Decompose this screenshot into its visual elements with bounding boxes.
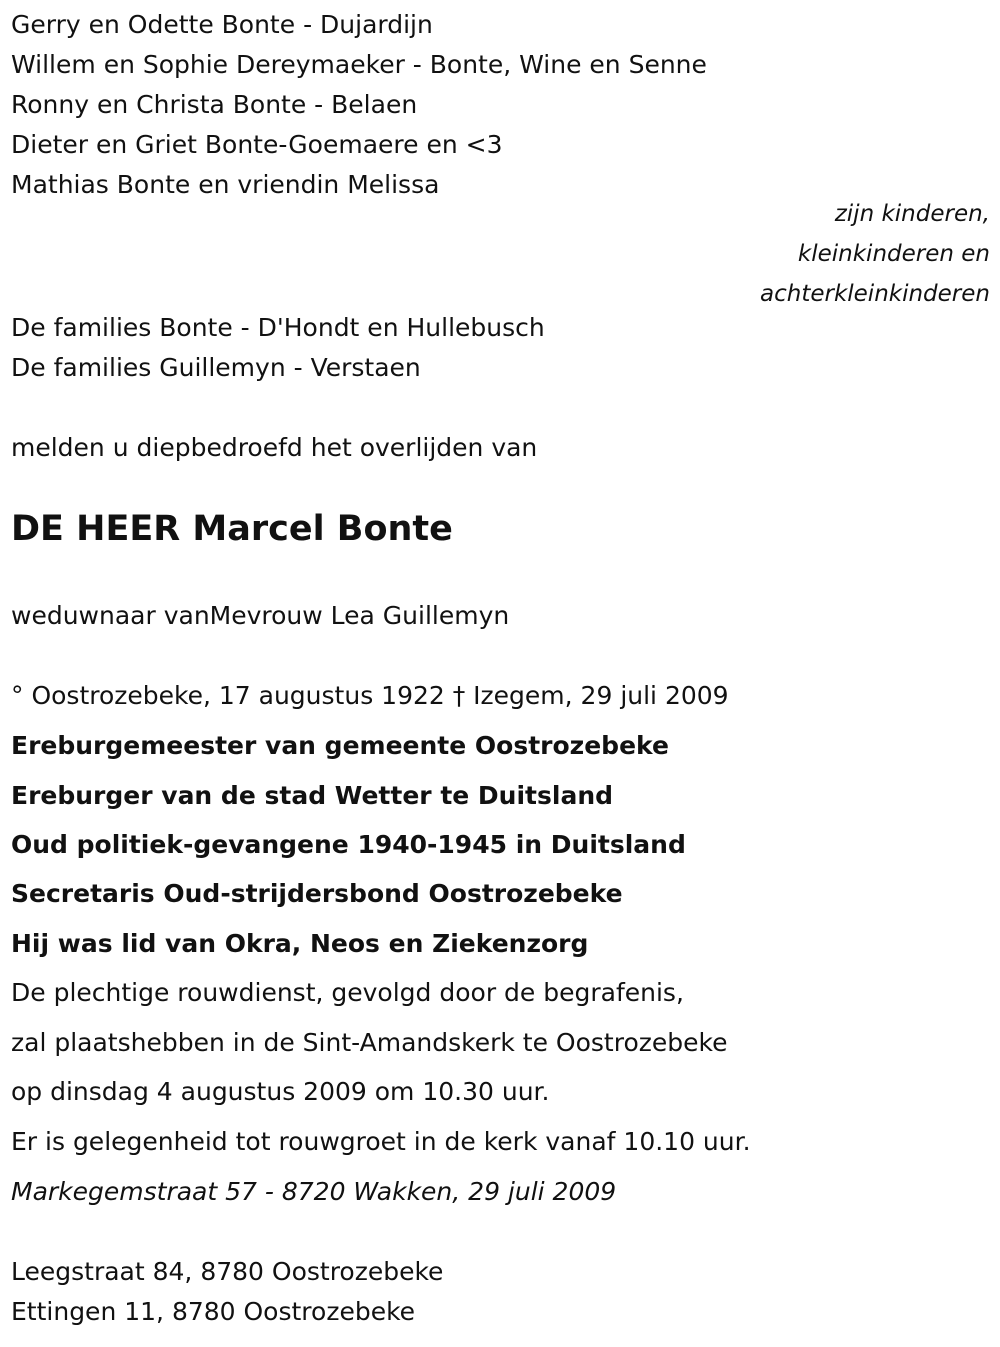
- address-line-1: Leegstraat 84, 8780 Oostrozebeke: [11, 1257, 444, 1286]
- address-line-2: Ettingen 11, 8780 Oostrozebeke: [11, 1297, 416, 1326]
- service-line-4: Er is gelegenheid tot rouwgroet in de kerk vanaf 10.10 uur.: [11, 1127, 751, 1156]
- family-line-3: Ronny en Christa Bonte - Belaen: [11, 90, 418, 119]
- family-line-1: Gerry en Odette Bonte - Dujardijn: [11, 10, 433, 39]
- widower-text: weduwnaar vanMevrouw Lea Guillemyn: [11, 601, 510, 630]
- honor-line-1: Ereburgemeester van gemeente Oostrozebeke: [11, 731, 669, 760]
- families-line-2: De families Guillemyn - Verstaen: [11, 353, 421, 382]
- announcement-text: melden u diepbedroefd het overlijden van: [11, 433, 538, 462]
- birth-death-line: ° Oostrozebeke, 17 augustus 1922 † Izegem, 29 juli 2009: [11, 681, 729, 710]
- family-line-4: Dieter en Griet Bonte-Goemaere en <3: [11, 130, 503, 159]
- relation-line-3: achterkleinkinderen: [760, 281, 990, 307]
- service-line-3: op dinsdag 4 augustus 2009 om 10.30 uur.: [11, 1077, 550, 1106]
- relation-line-2: kleinkinderen en: [797, 241, 990, 267]
- service-line-1: De plechtige rouwdienst, gevolgd door de begrafenis,: [11, 978, 684, 1007]
- deceased-name: DE HEER Marcel Bonte: [11, 509, 453, 549]
- honor-line-4: Secretaris Oud-strijdersbond Oostrozebeke: [11, 879, 623, 908]
- honor-line-2: Ereburger van de stad Wetter te Duitsland: [11, 781, 614, 810]
- family-line-2: Willem en Sophie Dereymaeker - Bonte, Wine en Senne: [11, 50, 707, 79]
- relation-block: [760, 194, 990, 314]
- place-date-line: Markegemstraat 57 - 8720 Wakken, 29 juli 2009: [11, 1177, 617, 1206]
- honor-line-3: Oud politiek-gevangene 1940-1945 in Duitsland: [11, 830, 686, 859]
- relation-line-1: zijn kinderen,: [834, 201, 990, 227]
- families-line-1: De families Bonte - D'Hondt en Hullebusch: [11, 313, 545, 342]
- family-line-5: Mathias Bonte en vriendin Melissa: [11, 170, 440, 199]
- service-line-2: zal plaatshebben in de Sint-Amandskerk te Oostrozebeke: [11, 1028, 728, 1057]
- honor-line-5: Hij was lid van Okra, Neos en Ziekenzorg: [11, 929, 589, 958]
